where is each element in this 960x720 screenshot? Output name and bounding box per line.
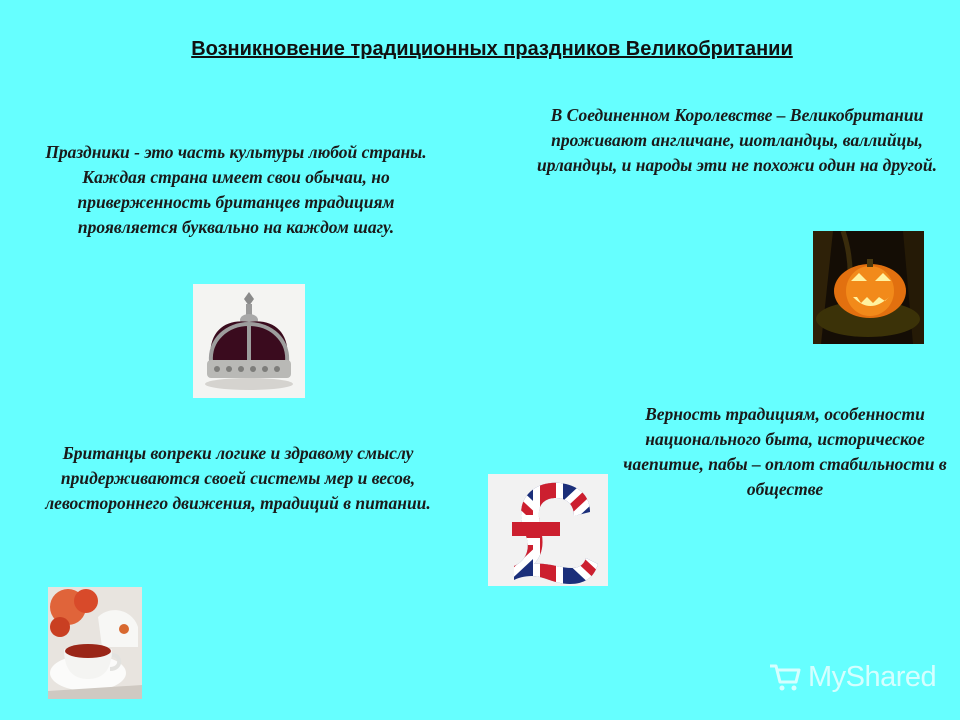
paragraph-holidays: Праздники - это часть культуры любой страны. Каждая страна имеет свои обычаи, но приверженность британцев традициям проявляется буквально на каждом шагу.: [45, 142, 427, 237]
paragraph-peoples: В Соединенном Королевстве – Великобритании проживают англичане, шотландцы, валлийцы, ирландцы, и народы эти не похожи один на другой.: [537, 105, 937, 175]
watermark: [768, 655, 948, 699]
paragraph-traditions: Британцы вопреки логике и здравому смыслу придерживаются своей системы мер и весов, левостороннего движения, традиций в питании.: [45, 443, 431, 513]
pumpkin-image: [813, 231, 924, 344]
union-jack-pound-icon: [488, 474, 608, 586]
jack-o-lantern-icon: [813, 231, 924, 344]
crown-icon: [193, 284, 305, 398]
crown-image: [193, 284, 305, 398]
slide-title: Возникновение традиционных праздников Великобритании: [191, 38, 793, 60]
watermark-text: MyShared: [808, 660, 937, 693]
pound-image: [488, 474, 608, 586]
paragraph-tea-pubs: Верность традициям, особенности национального быта, историческое чаепитие, пабы – оплот стабильности в обществе: [623, 404, 947, 499]
tea-image: [48, 587, 142, 699]
cart-icon: [768, 662, 802, 692]
tea-cup-icon: [48, 587, 142, 699]
